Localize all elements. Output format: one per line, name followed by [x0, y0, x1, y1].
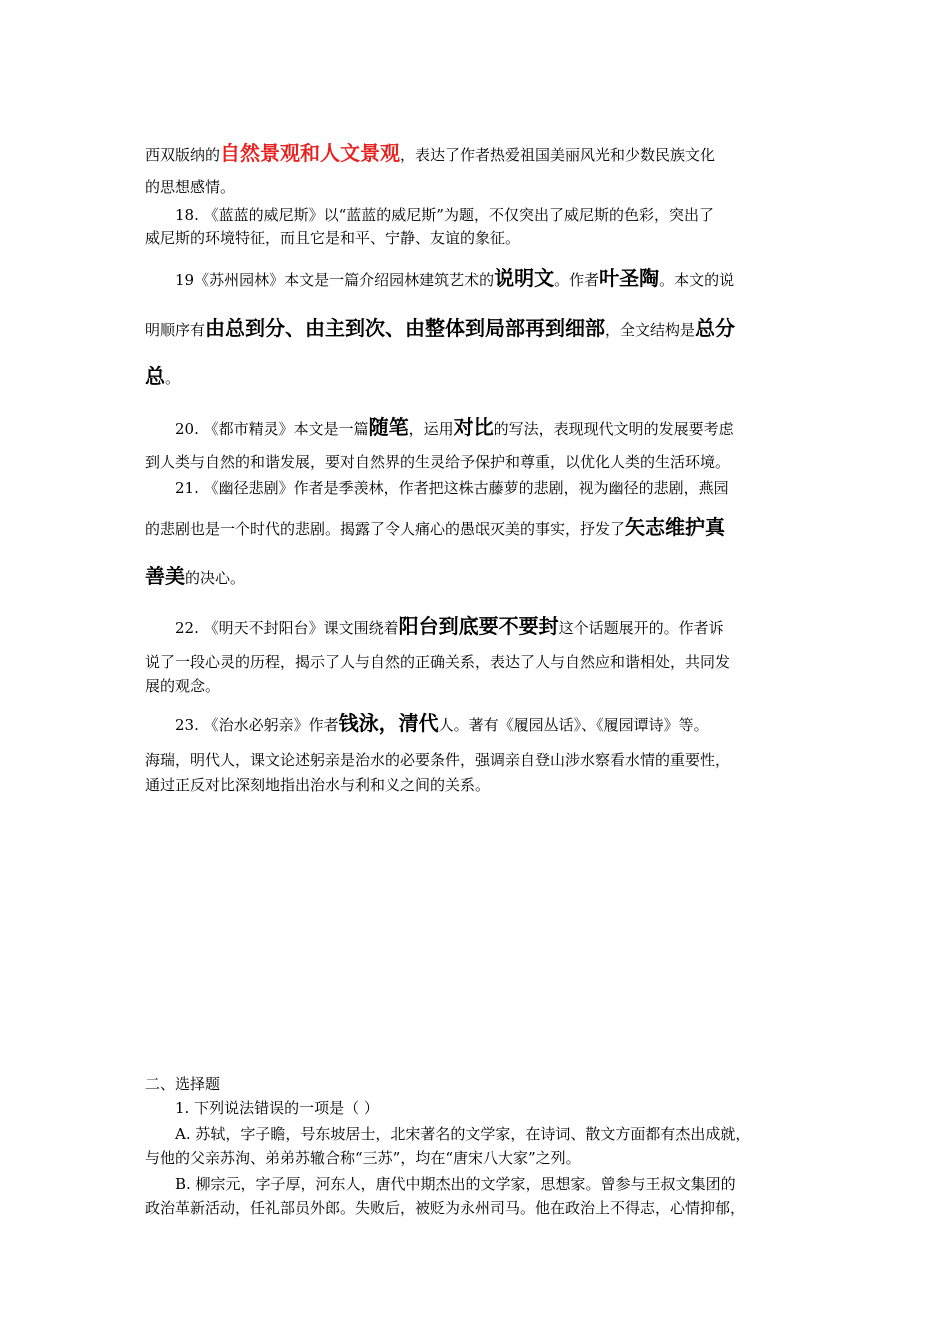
highlight-text: 自然景观和人文景观 — [220, 141, 401, 165]
p22-line1: 22. 《明天不封阳台》课文围绕着阳台到底要不要封这个话题展开的。作者诉 — [175, 614, 724, 638]
p21-line2: 的悲剧也是一个时代的悲剧。揭露了令人痛心的愚氓灭美的事实，抒发了矢志维护真 — [145, 515, 726, 539]
p17-line2: 的思想感情。 — [145, 178, 236, 196]
highlight-text: 说明文 — [494, 266, 555, 290]
p22-line3: 展的观念。 — [145, 677, 221, 695]
highlight-text: 由总到分、由主到次、由整体到局部再到细部 — [205, 316, 606, 340]
p19-line1: 19《苏州园林》本文是一篇介绍园林建筑艺术的说明文。作者叶圣陶。本文的说 — [175, 266, 735, 290]
highlight-text: 对比 — [453, 415, 494, 439]
highlight-text: 总 — [145, 364, 165, 388]
highlight-text: 钱泳，清代 — [338, 711, 439, 735]
p21-line3: 善美的决心。 — [145, 564, 246, 588]
option-b-line2: 政治革新活动，任礼部员外郎。失败后，被贬为永州司马。他在政治上不得志，心情抑郁， — [145, 1199, 746, 1217]
p23-line1: 23. 《治水必躬亲》作者钱泳，清代人。著有《履园丛话》、《履园谭诗》等。 — [175, 711, 709, 735]
question-1: 1. 下列说法错误的一项是（ ） — [175, 1099, 379, 1117]
highlight-text: 善美 — [145, 564, 185, 588]
p17-line1: 西双版纳的自然景观和人文景观，表达了作者热爱祖国美丽风光和少数民族文化 — [145, 141, 716, 165]
p19-line3: 总。 — [145, 364, 181, 388]
highlight-text: 阳台到底要不要封 — [398, 614, 559, 638]
p23-line2: 海瑞，明代人，课文论述躬亲是治水的必要条件，强调亲自登山涉水察看水情的重要性， — [145, 751, 731, 769]
section-heading: 二、选择题 — [145, 1075, 221, 1093]
highlight-text: 矢志维护真 — [625, 515, 726, 539]
p20-line2: 到人类与自然的和谐发展，要对自然界的生灵给予保护和尊重，以优化人类的生活环境。 — [145, 453, 731, 471]
option-b-line1: B. 柳宗元，字子厚，河东人，唐代中期杰出的文学家，思想家。曾参与王叔文集团的 — [175, 1175, 736, 1193]
p19-line2: 明顺序有由总到分、由主到次、由整体到局部再到细部，全文结构是总分 — [145, 316, 736, 340]
option-a-line1: A. 苏轼，字子瞻，号东坡居士，北宋著名的文学家，在诗词、散文方面都有杰出成就， — [175, 1125, 751, 1143]
p20-line1: 20. 《都市精灵》本文是一篇随笔，运用对比的写法，表现现代文明的发展要考虑 — [175, 415, 734, 439]
p18-line1: 18. 《蓝蓝的威尼斯》以“蓝蓝的威尼斯”为题，不仅突出了威尼斯的色彩，突出了 — [175, 206, 714, 224]
highlight-text: 随笔 — [368, 415, 409, 439]
p22-line2: 说了一段心灵的历程，揭示了人与自然的正确关系，表达了人与自然应和谐相处，共同发 — [145, 653, 731, 671]
option-a-line2: 与他的父亲苏洵、弟弟苏辙合称“三苏”，均在“唐宋八大家”之列。 — [145, 1149, 581, 1167]
highlight-text: 总分 — [695, 316, 736, 340]
p18-line2: 威尼斯的环境特征，而且它是和平、宁静、友谊的象征。 — [145, 229, 521, 247]
p23-line3: 通过正反对比深刻地指出治水与利和义之间的关系。 — [145, 776, 491, 794]
highlight-text: 叶圣陶 — [599, 266, 660, 290]
p21-line1: 21. 《幽径悲剧》作者是季羡林，作者把这株古藤萝的悲剧，视为幽径的悲剧，燕园 — [175, 479, 729, 497]
